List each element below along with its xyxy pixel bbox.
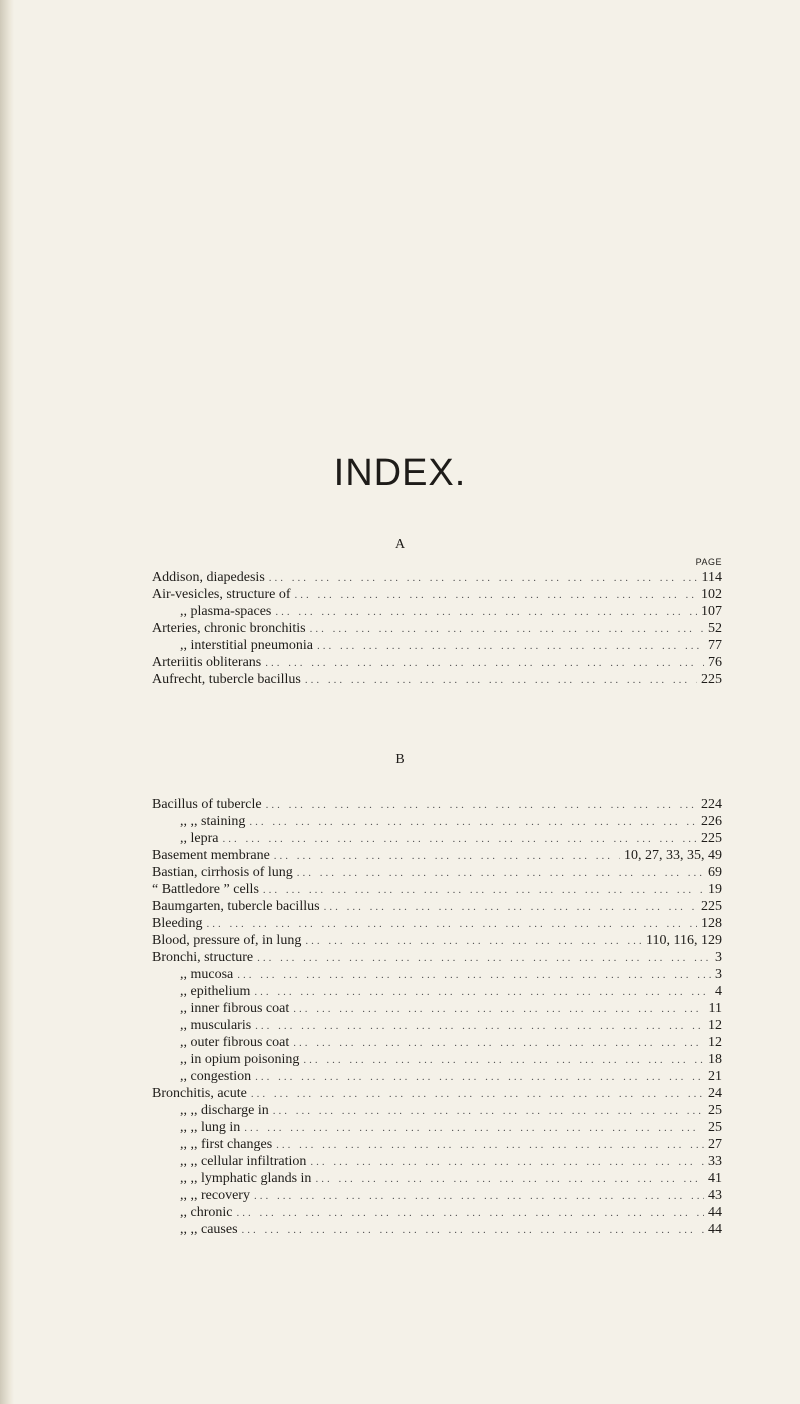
dot-leader <box>257 950 711 967</box>
entry-page: 52 <box>708 621 722 636</box>
page-column-header: PAGE <box>695 557 722 567</box>
entry-label: ,, inner fibrous coat <box>180 1001 290 1016</box>
entry-label: ,, congestion <box>180 1069 252 1084</box>
entry-label: Arteriitis obliterans <box>152 655 262 670</box>
entry-label: Basement membrane <box>152 848 270 863</box>
dot-leader <box>255 1069 704 1086</box>
dot-leader <box>254 984 711 1001</box>
entry-page: 41 <box>708 1171 722 1186</box>
entry-label: ,, chronic <box>180 1205 233 1220</box>
index-entry <box>152 1034 722 1051</box>
entry-label: ,, ,, staining <box>180 814 246 829</box>
index-entry <box>152 1051 722 1068</box>
entry-label: Bronchitis, acute <box>152 1086 247 1101</box>
dot-leader <box>207 916 697 933</box>
index-entry <box>152 671 722 688</box>
dot-leader <box>297 865 704 882</box>
index-entry <box>152 949 722 966</box>
entry-label: ,, ,, cellular infiltration <box>180 1154 307 1169</box>
entry-label: ,, in opium poisoning <box>180 1052 300 1067</box>
index-entry <box>152 830 722 847</box>
entry-page: 3 <box>715 967 722 982</box>
entry-page: 102 <box>701 587 722 602</box>
entry-label: ,, ,, first changes <box>180 1137 273 1152</box>
dot-leader <box>315 1171 704 1188</box>
entry-page: 25 <box>708 1103 722 1118</box>
entry-label: ,, outer fibrous coat <box>180 1035 290 1050</box>
index-entry <box>152 1221 722 1238</box>
dot-leader <box>237 967 711 984</box>
entry-page: 10, 27, 33, 35, 49 <box>624 848 722 863</box>
index-entry <box>152 898 722 915</box>
dot-leader <box>317 638 704 655</box>
dot-leader <box>276 1137 704 1154</box>
index-entry <box>152 586 722 603</box>
dot-leader <box>273 1103 704 1120</box>
entry-page: 3 <box>715 950 722 965</box>
entry-label: ,, ,, recovery <box>180 1188 250 1203</box>
entry-label: Aufrecht, tubercle bacillus <box>152 672 301 687</box>
index-entry <box>152 1119 722 1136</box>
entry-label: Bacillus of tubercle <box>152 797 262 812</box>
dot-leader <box>242 1222 704 1239</box>
index-entry <box>152 1153 722 1170</box>
entry-label: ,, interstitial pneumonia <box>180 638 313 653</box>
entry-page: 225 <box>701 831 722 846</box>
entry-page: 33 <box>708 1154 722 1169</box>
index-entry <box>152 603 722 620</box>
entry-page: 12 <box>708 1018 722 1033</box>
dot-leader <box>244 1120 704 1137</box>
dot-leader <box>275 604 697 621</box>
entry-label: Bastian, cirrhosis of lung <box>152 865 293 880</box>
entry-label: Bleeding <box>152 916 203 931</box>
entry-page: 76 <box>708 655 722 670</box>
entry-label: ,, ,, lymphatic glands in <box>180 1171 312 1186</box>
entry-page: 12 <box>708 1035 722 1050</box>
dot-leader <box>266 797 697 814</box>
dot-leader <box>310 1154 704 1171</box>
entry-page: 77 <box>708 638 722 653</box>
entry-label: Baumgarten, tubercle bacillus <box>152 899 320 914</box>
dot-leader <box>295 587 697 604</box>
entry-label: ,, ,, lung in <box>180 1120 241 1135</box>
entry-label: Blood, pressure of, in lung <box>152 933 302 948</box>
section-letter-a: A <box>394 537 406 552</box>
index-section-a <box>152 569 722 688</box>
entry-page: 44 <box>708 1205 722 1220</box>
entry-label: Bronchi, structure <box>152 950 254 965</box>
dot-leader <box>236 1205 704 1222</box>
index-entry <box>152 932 722 949</box>
index-entry <box>152 847 722 864</box>
entry-label: Addison, diapedesis <box>152 570 265 585</box>
dot-leader <box>305 672 697 689</box>
dot-leader <box>263 882 704 899</box>
dot-leader <box>274 848 620 865</box>
entry-label: ,, muscularis <box>180 1018 252 1033</box>
entry-page: 25 <box>708 1120 722 1135</box>
dot-leader <box>269 570 698 587</box>
entry-page: 224 <box>701 797 722 812</box>
dot-leader <box>255 1018 704 1035</box>
entry-page: 110, 116, 129 <box>646 933 722 948</box>
index-entry <box>152 813 722 830</box>
index-entry <box>152 1085 722 1102</box>
dot-leader <box>249 814 697 831</box>
dot-leader <box>251 1086 704 1103</box>
entry-page: 27 <box>708 1137 722 1152</box>
dot-leader <box>303 1052 704 1069</box>
dot-leader <box>293 1035 704 1052</box>
index-entry <box>152 881 722 898</box>
entry-label: ,, lepra <box>180 831 219 846</box>
section-letter-b: B <box>395 752 405 767</box>
entry-label: Arteries, chronic bronchitis <box>152 621 306 636</box>
entry-page: 11 <box>708 1001 722 1016</box>
dot-leader <box>305 933 642 950</box>
dot-leader <box>265 655 704 672</box>
entry-page: 44 <box>708 1222 722 1237</box>
entry-page: 225 <box>701 899 722 914</box>
index-entry <box>152 1187 722 1204</box>
index-entry <box>152 796 722 813</box>
dot-leader <box>293 1001 704 1018</box>
index-section-b <box>152 796 722 1238</box>
index-entry <box>152 637 722 654</box>
entry-label: ,, epithelium <box>180 984 251 999</box>
entry-label: ,, ,, causes <box>180 1222 238 1237</box>
entry-page: 114 <box>701 570 722 585</box>
index-entry <box>152 1102 722 1119</box>
index-entry <box>152 983 722 1000</box>
dot-leader <box>254 1188 704 1205</box>
entry-page: 128 <box>701 916 722 931</box>
entry-page: 226 <box>701 814 722 829</box>
dot-leader <box>324 899 697 916</box>
dot-leader <box>310 621 704 638</box>
index-entry <box>152 1170 722 1187</box>
page-binding-edge <box>0 0 14 1404</box>
entry-label: ,, ,, discharge in <box>180 1103 269 1118</box>
entry-page: 43 <box>708 1188 722 1203</box>
index-entry <box>152 654 722 671</box>
entry-page: 225 <box>701 672 722 687</box>
entry-page: 18 <box>708 1052 722 1067</box>
index-entry <box>152 1204 722 1221</box>
entry-page: 107 <box>701 604 722 619</box>
entry-label: ,, plasma-spaces <box>180 604 272 619</box>
index-entry <box>152 620 722 637</box>
entry-label: ,, mucosa <box>180 967 234 982</box>
dot-leader <box>222 831 697 848</box>
index-entry <box>152 915 722 932</box>
entry-label: Air-vesicles, structure of <box>152 587 291 602</box>
entry-page: 21 <box>708 1069 722 1084</box>
entry-label: “ Battledore ” cells <box>152 882 259 897</box>
index-entry <box>152 864 722 881</box>
index-entry <box>152 966 722 983</box>
index-entry <box>152 1017 722 1034</box>
entry-page: 24 <box>708 1086 722 1101</box>
index-entry <box>152 569 722 586</box>
page-title: INDEX. <box>333 452 467 494</box>
entry-page: 69 <box>708 865 722 880</box>
index-entry <box>152 1136 722 1153</box>
entry-page: 19 <box>708 882 722 897</box>
entry-page: 4 <box>715 984 722 999</box>
index-entry <box>152 1068 722 1085</box>
index-entry <box>152 1000 722 1017</box>
